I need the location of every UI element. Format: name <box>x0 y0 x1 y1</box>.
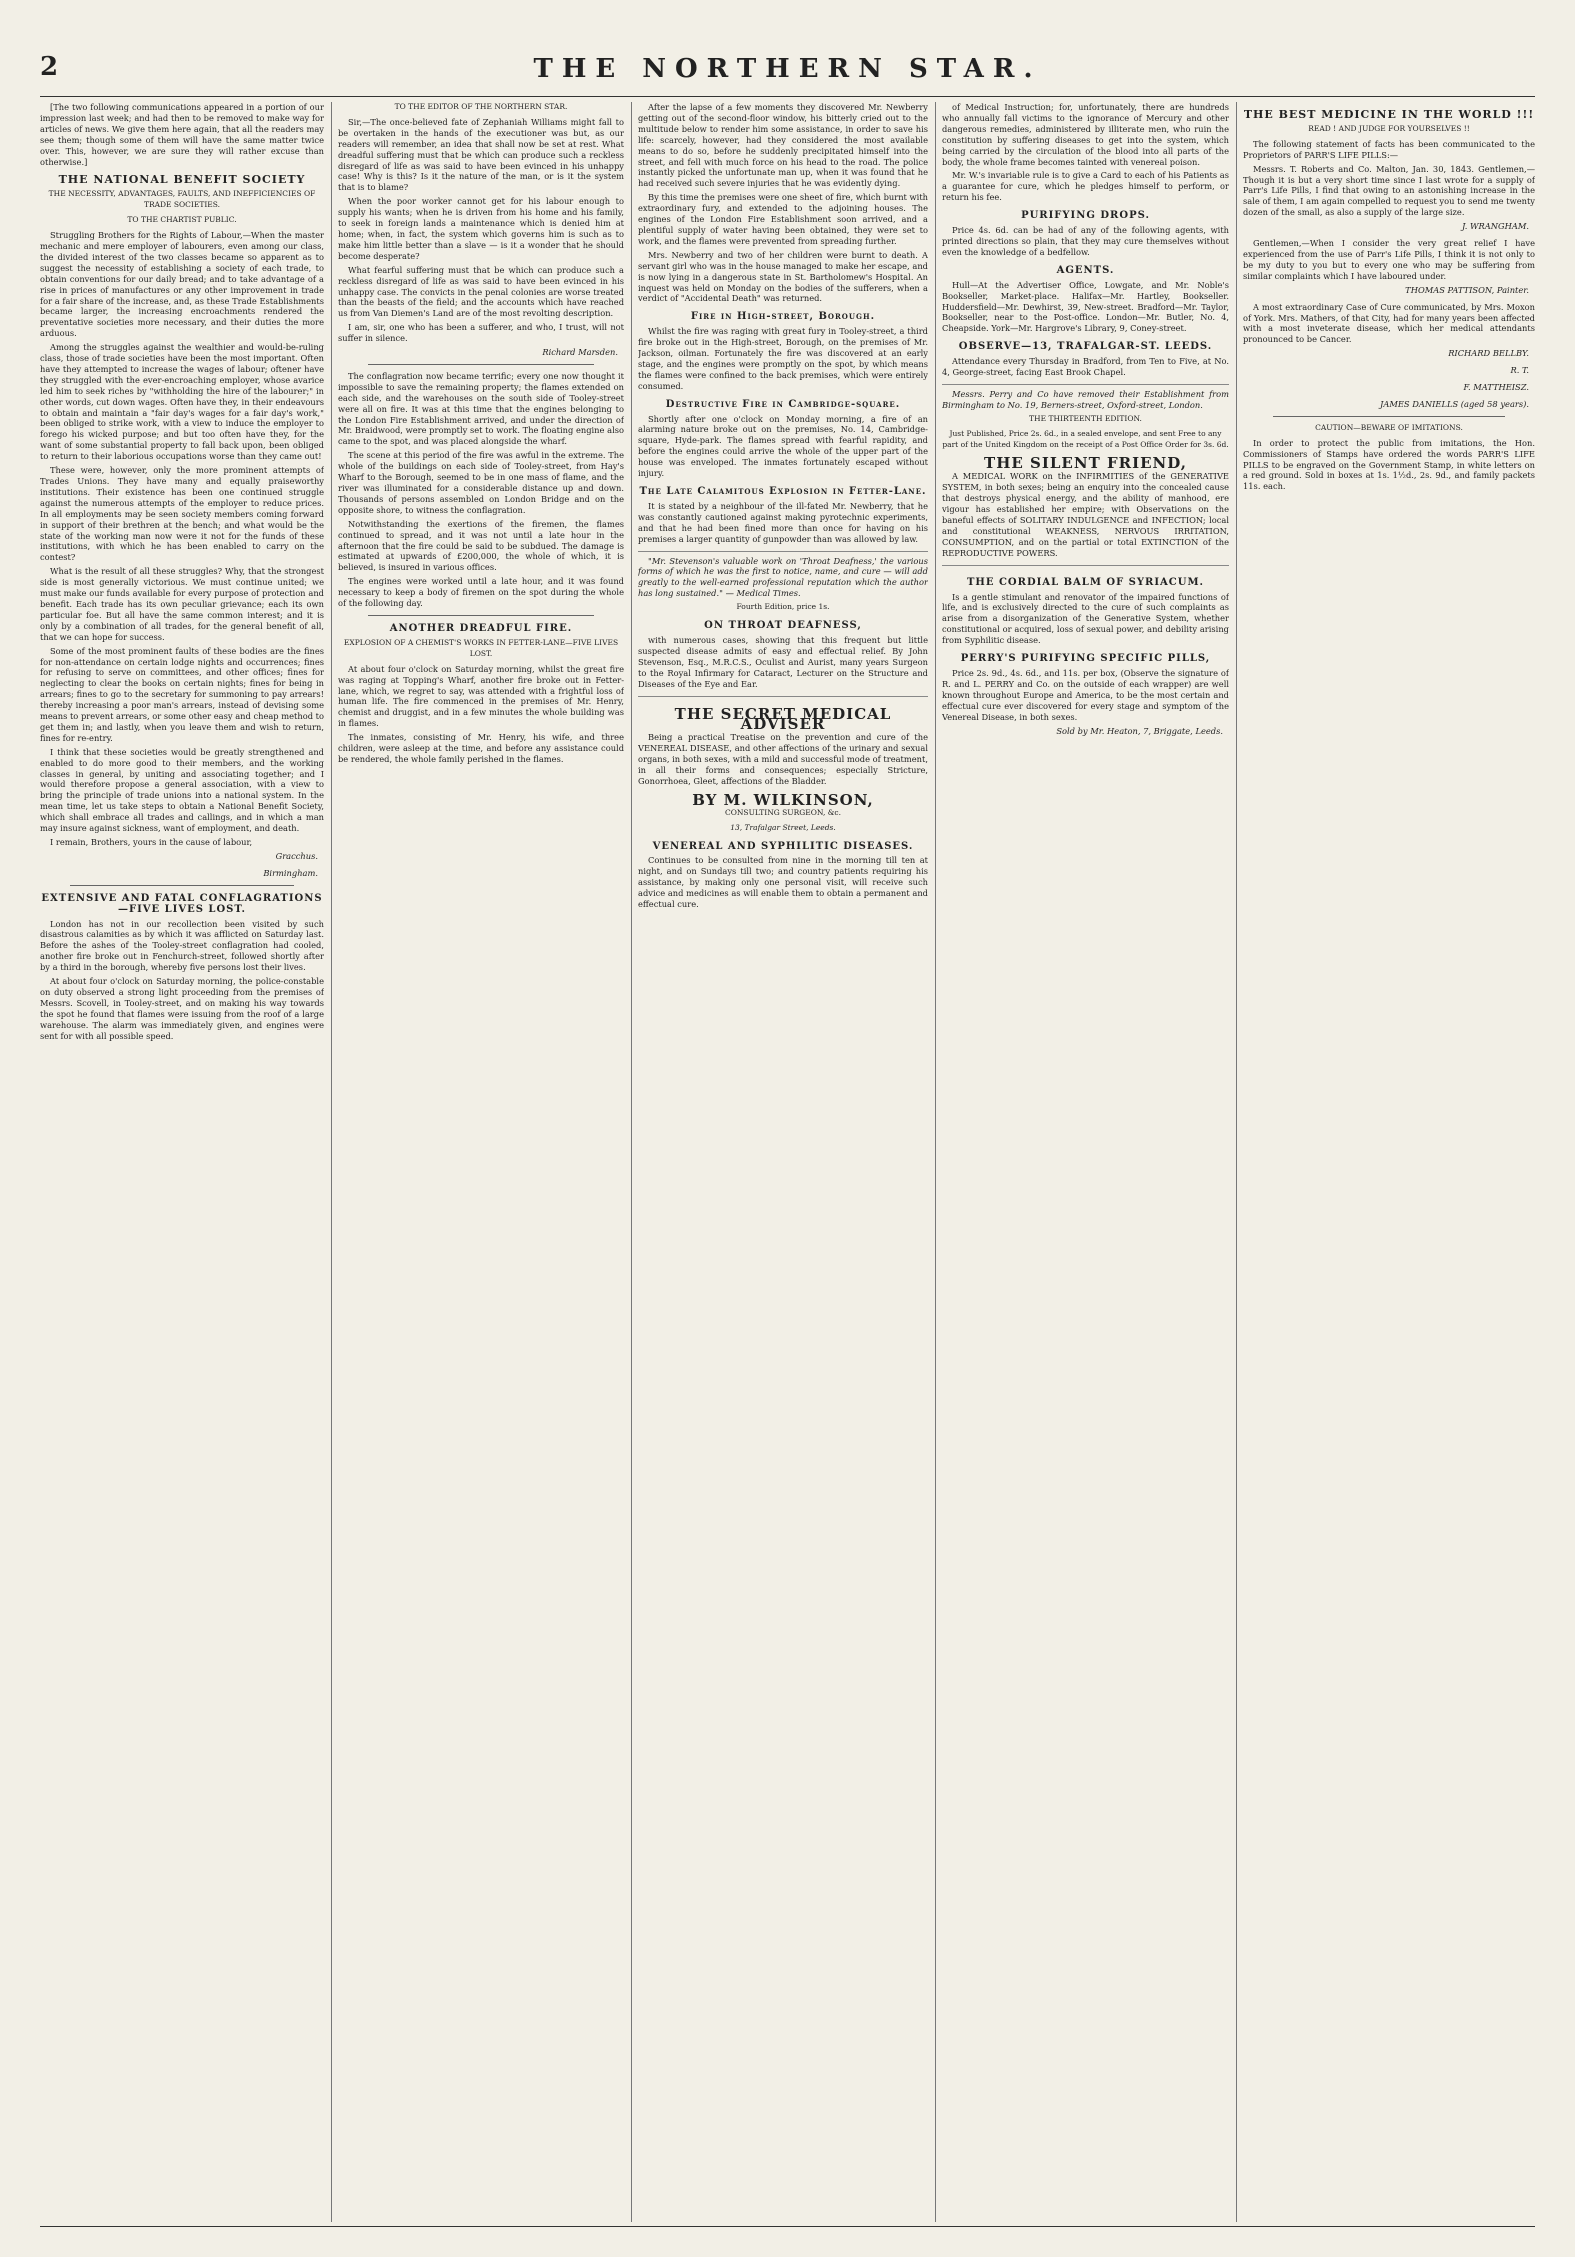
paragraph: The following statement of facts has been communicated to the Proprietors of PARR'S LIFE PILLS:— <box>1243 138 1535 160</box>
paragraph: A MEDICAL WORK on the INFIRMITIES of the GENERATIVE SYSTEM, in both sexes; being an enquiry into the concealed cause that destroys physical energy, and the ability of manhood, ere vigour has established her empire; with Observations on the baneful effects of SOLITARY INDULGENCE and INFECTION; local and constitutional WEAKNESS, NERVOUS IRRITATION, CONSUMPTION, and on the partial or total EXTINCTION of the REPRODUCTIVE POWERS. <box>942 471 1229 558</box>
signature: Gracchus. <box>275 850 318 861</box>
article-subtitle: THE NECESSITY, ADVANTAGES, FAULTS, AND INEFFICIENCIES OF TRADE SOCIETIES. <box>48 189 316 210</box>
page-number: 2 <box>40 52 59 82</box>
footer-rule <box>40 2226 1535 2227</box>
ad-title: THE BEST MEDICINE IN THE WORLD !!! <box>1243 108 1535 121</box>
advertisement <box>638 551 928 690</box>
article-title: The Late Calamitous Explosion in Fetter-Lane. <box>639 486 927 497</box>
paragraph: Among the struggles against the wealthier and would-be-ruling class, those of trade societies have been the most important. Often have they attempted to increase the wages of labour; oftener have they struggled with the ever-encroaching employer, whose avarice led him to seek riches by "withholding the hire of the labourer;" in other words, cut down wages. Often have they, in their endeavours to obtain and maintain a "fair day's wages for a fair day's work," been obliged to strike work, with a view to induce the employer to forego his wicked purpose; and but too often have they, for the want of some substantial property to fall back upon, been obliged to return to their laborious occupations worse than they came out! <box>40 342 324 462</box>
ad-address: 13, Trafalgar Street, Leeds. <box>730 822 836 832</box>
edition-line: Fourth Edition, price 1s. <box>736 602 830 612</box>
column-3 <box>638 102 928 2222</box>
paragraph: The inmates, consisting of Mr. Henry, his wife, and three children, were asleep at the time, and before any assistance could be rendered, the whole family perished in the flames. <box>338 732 624 764</box>
signature: RICHARD BELLBY. <box>1448 348 1529 359</box>
column-rule <box>631 102 632 2222</box>
column-2 <box>338 102 624 2222</box>
paragraph: London has not in our recollection been visited by such disastrous calamities as by which it was afflicted on Saturday last. Before the ashes of the Tooley-street conflagration had cooled, another fire broke out in Fenchurch-street, followed shortly after by a third in the borough, whereby five persons lost their lives. <box>40 918 324 973</box>
signature: JAMES DANIELLS (aged 58 years). <box>1380 398 1529 409</box>
ad-title: THE SILENT FRIEND, <box>984 454 1187 473</box>
edition-line: THE THIRTEENTH EDITION. <box>1029 413 1142 423</box>
advertisement <box>638 696 928 911</box>
paragraph: At about four o'clock on Saturday morning, the police-constable on duty observed a strong light proceeding from the premises of Messrs. Scovell, in Tooley-street, and on making his way towards the spot he found that flames were issuing from the roof of a large warehouse. The alarm was immediately given, and engines were sent for with all possible speed. <box>40 976 324 1041</box>
paragraph: Price 2s. 9d., 4s. 6d., and 11s. per box, (Observe the signature of R. and L. PERRY and Co. on the outside of each wrapper) are well known throughout Europe and America, to be the most certain and effectual cure ever discovered for every stage and symptom of the Venereal Disease, in both sexes. <box>942 667 1229 722</box>
paragraph: Mr. W.'s invariable rule is to give a Card to each of his Patients as a guarantee for cure, which he pledges himself to perform, or return his fee. <box>942 170 1229 203</box>
paragraph: By this time the premises were one sheet of fire, which burnt with extraordinary fury, and extended to the adjoining houses. The engines of the London Fire Establishment soon arrived, and a plentiful supply of water having been obtained, they were set to work, and the flames were prevented from spreading further. <box>638 192 928 246</box>
editor-note: [The two following communications appeared in a portion of our impression last week; and had then to be removed to make way for articles of news. We give them here again, that all the readers may see them; though some of them will have the same matter twice over. This, however, we are sure they will rather excuse than otherwise.] <box>40 102 324 167</box>
paragraph: The scene at this period of the fire was awful in the extreme. The whole of the buildings on each side of Tooley-street, from Hay's Wharf to the Borough, seemed to be in one mass of flame, and the river was illuminated for a considerable distance up and down. Thousands of persons assembled on London Bridge and on the opposite shore, to witness the conflagration. <box>338 450 624 515</box>
testimonial: A most extraordinary Case of Cure communicated, by Mrs. Moxon of York. Mrs. Mathers, of that City, had for many years been affected with a most inveterate disease, which her medical attendants pronounced to be Cancer. <box>1243 301 1535 345</box>
paragraph: Mrs. Newberry and two of her children were burnt to death. A servant girl who was in the house managed to make her escape, and is now lying in a dangerous state in St. Bartholomew's Hospital. An inquest was held on Monday on the bodies of the sufferers, when a verdict of "Accidental Death" was returned. <box>638 249 928 304</box>
paragraph: with numerous cases, showing that this frequent but little suspected disease admits of easy and effectual relief. By John Stevenson, Esq., M.R.C.S., Oculist and Aurist, many years Surgeon to the Royal Infirmary for Cataract, Lecturer on the Structure and Diseases of the Eye and Ear. <box>638 634 928 689</box>
sold-by-line: Sold by Mr. Heaton, 7, Briggate, Leeds. <box>1056 725 1223 736</box>
ad-title: PURIFYING DROPS. <box>1021 210 1150 222</box>
ad-author-title: CONSULTING SURGEON, &c. <box>724 807 841 817</box>
address-line: TO THE EDITOR OF THE NORTHERN STAR. <box>394 102 568 111</box>
paragraph: At about four o'clock on Saturday morning, whilst the great fire was raging at Topping's Wharf, another fire broke out in Fetter-lane, which, we regret to say, was attended with a frightful loss of human life. The fire commenced in the premises of Mr. Henry, chemist and druggist, and in a few minutes the whole building was in flames. <box>338 663 624 729</box>
column-rule <box>331 102 332 2222</box>
paragraph: Whilst the fire was raging with great fury in Tooley-street, a third fire broke out in the High-street, Borough, on the premises of Mr. Jackson, oilman. Fortunately the fire was discovered at an early stage, and the engines were promptly on the spot, by which means the flames were confined to the back premises, which were entirely consumed. <box>638 326 928 391</box>
paragraph: Sir,—The once-believed fate of Zephaniah Williams might fall to be overtaken in the hands of the executioner was but, as our readers will remember, an idea that shall now be set at rest. What dreadful suffering must that be which can produce such a reckless disregard of life as was said to have been evinced in his unhappy case! Why is this? Is it the nature of the man, or is it the system that is to blame? <box>338 116 624 193</box>
signature: J. WRANGHAM. <box>1462 221 1529 232</box>
signature: Richard Marsden. <box>542 347 618 358</box>
paragraph: I remain, Brothers, yours in the cause of labour, <box>50 837 253 847</box>
testimonial: Gentlemen,—When I consider the very great relief I have experienced from the use of Parr's Life Pills, I think it is not only to be my duty to you but to every one who may be suffering from similar complaints which I have laboured under. <box>1243 238 1535 281</box>
ad-title: AGENTS. <box>1056 264 1115 276</box>
ad-title: THE SECRET MEDICAL ADVISER <box>674 704 892 734</box>
ad-title: OBSERVE—13, TRAFALGAR-ST. LEEDS. <box>958 341 1213 353</box>
ad-author: BY M. WILKINSON, <box>692 790 874 809</box>
column-1 <box>40 102 324 2222</box>
article-title: EXTENSIVE AND FATAL CONFLAGRATIONS—FIVE LIVES LOST. <box>41 892 323 915</box>
price-line: Just Published, Price 2s. 6d., in a sealed envelope, and sent Free to any part of the United Kingdom on the receipt of a Post Office Order for 3s. 6d. <box>942 428 1229 449</box>
ad-title: VENEREAL AND SYPHILITIC DISEASES. <box>652 840 914 852</box>
paragraph: Continues to be consulted from nine in the morning till ten at night, and on Sundays till two; and country patients requiring his assistance, by making only one personal visit, will receive such advice and medicines as will enable them to obtain a permanent and effectual cure. <box>638 855 928 910</box>
divider <box>70 885 294 886</box>
column-4 <box>942 102 1229 2222</box>
ad-title: THE CORDIAL BALM OF SYRIACUM. <box>966 576 1205 588</box>
paragraph: Hull—At the Advertiser Office, Lowgate, and Mr. Noble's Bookseller, Market-place. Halifax—Mr. Hartley, Bookseller. Huddersfield—Mr. Dewhirst, 39, New-street. Bradford—Mr. Taylor, Bookseller, near to the Post-office. London—Mr. Butler, No. 4, Cheapside. York—Mr. Hargrove's Library, 9, Coney-street. <box>942 279 1229 334</box>
column-5 <box>1243 102 1535 2222</box>
advertisement <box>942 565 1229 737</box>
paragraph: These were, however, only the more prominent attempts of Trades Unions. They have many and equally praiseworthy institutions. Their existence has been one continued struggle against the numerous attempts of the employer to reduce prices. In all employments may be seen society members coming forward in support of their brethren at the bench; and what would be the state of the working man now were it not for the funds of these institutions, with which he has been enabled to carry on the contest? <box>40 465 324 563</box>
address-line: TO THE CHARTIST PUBLIC. <box>127 215 237 225</box>
paragraph: Price 4s. 6d. can be had of any of the following agents, with printed directions so plain, that they may cure themselves without even the knowledge of a bedfellow. <box>942 225 1229 257</box>
paragraph: I think that these societies would be greatly strengthened and enabled to do more good to their members, and the working classes in general, by uniting and associating together; and I would therefore propose a general association, with a view to bring the principle of trade unions into a national system. In the mean time, let us take steps to obtain a National Benefit Society, which shall embrace all trades and callings, and in which a man may insure against sickness, want of employment, and death. <box>40 746 324 834</box>
advertisement <box>942 384 1229 559</box>
ad-title: PERRY'S PURIFYING SPECIFIC PILLS, <box>960 653 1211 665</box>
signature: THOMAS PATTISON, Painter. <box>1405 284 1529 295</box>
article-title: Destructive Fire in Cambridge-square. <box>665 398 901 410</box>
divider <box>368 615 594 616</box>
ad-title: ON THROAT DEAFNESS, <box>704 620 862 632</box>
article-subtitle: EXPLOSION OF A CHEMIST'S WORKS IN FETTER-LANE—FIVE LIVES LOST. <box>343 637 619 658</box>
ad-subtitle: READ ! AND JUDGE FOR YOURSELVES !! <box>1308 123 1470 133</box>
article-title: Fire in High-street, Borough. <box>690 311 876 323</box>
column-rule <box>935 102 936 2222</box>
paragraph: Being a practical Treatise on the prevention and cure of the VENEREAL DISEASE, and other affections of the urinary and sexual organs, in both sexes, with a mild and successful mode of treatment, in all their forms and consequences; especially Stricture, Gonorrhoea, Gleet, affections of the Bladder. <box>638 732 928 786</box>
paragraph: What fearful suffering must that be which can produce such a reckless disregard of life as was said to have been evinced in his unhappy case. The convicts in the penal colonies are worse treated than the beasts of the field; and the accounts which have reached us from Van Diemen's Land are of the most revolting description. <box>338 264 624 319</box>
paragraph: The engines were worked until a late hour, and it was found necessary to keep a body of firemen on the spot during the whole of the following day. <box>338 576 624 609</box>
paragraph: of Medical Instruction; for, unfortunately, there are hundreds who annually fall victims to the ignorance of Mercury and other dangerous remedies, administered by illiterate men, who ruin the constitution by suffering diseases to get into the system, which being carried by the circulation of the blood into all parts of the body, the whole frame becomes tainted with venereal poison. <box>942 102 1229 167</box>
caution-title: CAUTION—BEWARE OF IMITATIONS. <box>1315 422 1463 432</box>
paragraph: The conflagration now became terrific; every one now thought it impossible to save the remaining property; the flames extended on each side, and the warehouses on the south side of Tooley-street were all on fire. It was at this time that the engines belonging to the London Fire Establishment arrived, and under the direction of Mr. Braidwood, were promptly set to work. The floating engine also came to the spot, and was placed alongside the wharf. <box>338 370 624 447</box>
paragraph: When the poor worker cannot get for his labour enough to supply his wants; when he is driven from his home and his family, to seek in foreign lands a maintenance which is denied him at home; when, in fact, the system which governs him is such as to make him little better than a slave — is it a wonder that he should become desperate? <box>338 196 624 261</box>
divider <box>1273 416 1505 417</box>
paragraph: Struggling Brothers for the Rights of Labour,—When the master mechanic and mere employer of labourers, even among our class, the divided interest of the two classes became so apparent as to suggest the necessity of establishing a society of each trade, to obtain conventions for our daily bread; and to take advantage of a rise in prices of manufactures or any other improvement in trade for a fair share of the increase, and, as these Trade Establishments became larger, the increasing encroachments rendered the preventative societies more necessary, and their duties the more arduous. <box>40 230 324 339</box>
article-title: ANOTHER DREADFUL FIRE. <box>389 622 573 634</box>
paragraph: Is a gentle stimulant and renovator of the impaired functions of life, and is exclusively directed to the cure of such complaints as arise from a disorganization of the Generative System, whether constitutional or acquired, loss of sexual power, and debility arising from Syphilitic disease. <box>942 591 1229 646</box>
masthead <box>0 52 1575 92</box>
quote: "Mr. Stevenson's valuable work on 'Throat Deafness,' the various forms of which he was the first to notice, name, and cure — will add greatly to the well-earned professional reputation which the author has long sustained." — Medical Times. <box>638 555 928 599</box>
paragraph: Shortly after one o'clock on Monday morning, a fire of an alarming nature broke out on the premises, No. 14, Cambridge-square, Hyde-park. The flames spread with fearful rapidity, and before the engines could arrive the whole of the upper part of the house was enveloped. The inmates fortunately escaped without injury. <box>638 413 928 479</box>
masthead-rule <box>40 96 1535 97</box>
column-rule <box>1236 102 1237 2222</box>
paragraph: It is stated by a neighbour of the ill-fated Mr. Newberry, that he was constantly cautioned against making pyrotechnic experiments, and that he had been fined more than once for having on his premises a larger quantity of gunpowder than was allowed by law. <box>638 500 928 544</box>
signature: F. MATTHEISZ. <box>1463 382 1529 393</box>
testimonial: Messrs. T. Roberts and Co. Malton, Jan. 30, 1843. Gentlemen,—Though it is but a very short time since I last wrote for a supply of Parr's Life Pills, I find that owing to an astonishing increase in the sale of them, I am again compelled to request you to send me twenty dozen of the small, as also a supply of the large size. <box>1243 163 1535 218</box>
divider <box>368 364 594 365</box>
paragraph: In order to protect the public from imitations, the Hon. Commissioners of Stamps have ordered the words PARR'S LIFE PILLS to be engraved on the Government Stamp, in white letters on a red ground. Sold in boxes at 1s. 1½d., 2s. 9d., and family packets 11s. each. <box>1243 437 1535 492</box>
place-line: Birmingham. <box>263 867 318 878</box>
paragraph: Attendance every Thursday in Bradford, from Ten to Five, at No. 4, George-street, facing East Brook Chapel. <box>942 356 1229 378</box>
signature: R. T. <box>1510 365 1529 376</box>
paragraph: After the lapse of a few moments they discovered Mr. Newberry getting out of the second-floor window, his bitterly cried out to the multitude below to render him some assistance, in order to save his life: scarcely, however, had they considered the most available means to do so, before he suddenly precipitated himself into the street, and fell with much force on his head to the road. The police instantly picked the unfortunate man up, when it was found that he had received such severe injuries that he was evidently dying. <box>638 102 928 189</box>
page-title: THE NORTHERN STAR. <box>533 54 1042 84</box>
paragraph: Some of the most prominent faults of these bodies are the fines for non-attendance on certain lodge nights and occurrences; fines for refusing to serve on committees, and other offices; fines for neglecting to clear the books on certain nights; fines for being in arrears; fines to go to the secretary for summoning to pay arrears! thereby increasing a poor man's arrears, instead of devising some means to prevent arrears, or some other easy and cheap method to get them in; and lastly, when you leave them and wish to return, fines for re-entry. <box>40 645 324 743</box>
paragraph: Notwithstanding the exertions of the firemen, the flames continued to spread, and it was not until a late hour in the afternoon that the fire could be said to be subdued. The damage is estimated at upwards of £200,000, the whole of which, it is believed, is insured in various offices. <box>338 518 624 573</box>
paragraph: What is the result of all these struggles? Why, that the strongest side is most generally victorious. We must continue united; we must make our funds available for every purpose of protection and benefit. Each trade has its own peculiar grievance; each its own particular foe. But all have the same common interest; and it is only by a combination of all trades, for the general benefit of all, that we can hope for success. <box>40 566 324 642</box>
article-title: THE NATIONAL BENEFIT SOCIETY <box>58 173 306 187</box>
paragraph: I am, sir, one who has been a sufferer, and who, I trust, will not suffer in silence. <box>338 322 624 344</box>
paragraph: Messrs. Perry and Co have removed their Establishment from Birmingham to No. 19, Berners-street, Oxford-street, London. <box>942 388 1229 410</box>
